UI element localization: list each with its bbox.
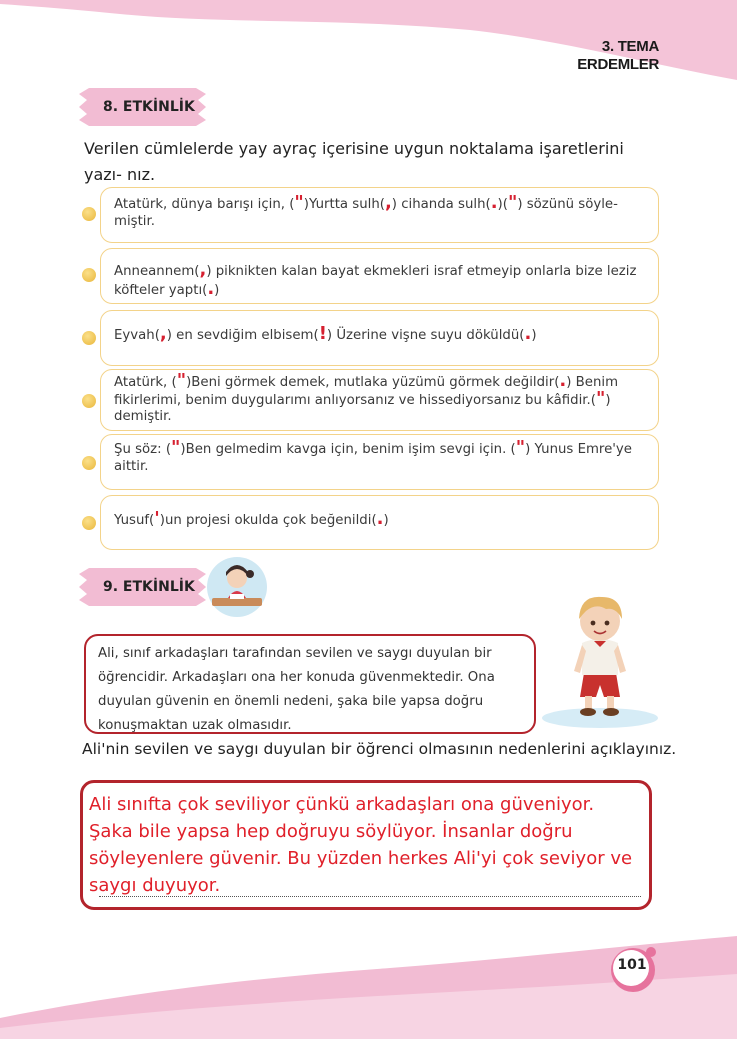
theme-header [577, 38, 659, 74]
zigzag-left-icon [79, 568, 89, 606]
text: ) piknikten kalan bayat ekmekleri israf etmeyip onlarla bize leziz köfteler yaptı( [114, 264, 637, 298]
text: Şu söz: ( [114, 442, 172, 457]
writing-line [99, 896, 641, 897]
answer-text: Ali sınıfta çok seviliyor çünkü arkadaşları ona güveniyor. Şaka bile yapsa hep doğruyu söylüyor. İnsanlar doğru söyleyenlere güvenir. Bu yüzden herkes Ali'yi çok seviyor ve saygı duyuyor. [89, 794, 633, 896]
text: ) cihanda sulh( [391, 197, 491, 212]
answer-mark: . [559, 370, 567, 391]
text: )Beni görmek demek, mutlaka yüzümü görmek değildir( [186, 375, 560, 390]
theme-number: 3. TEMA [601, 38, 659, 55]
text: Yusuf( [114, 513, 155, 528]
text: ) en sevdiğim elbisem( [166, 328, 319, 343]
text: ) [214, 283, 220, 298]
text: Atatürk, ( [114, 375, 177, 390]
answer-mark: " [595, 388, 606, 409]
answer-mark: " [507, 192, 518, 213]
bullet-dot [82, 268, 96, 282]
answer-mark: " [515, 437, 526, 458]
answer-mark: " [176, 370, 187, 391]
sentence-box-3 [100, 310, 659, 366]
text: )Yurtta sulh( [303, 197, 385, 212]
story-box [84, 634, 536, 734]
answer-box [80, 780, 652, 910]
bullet-dot [82, 331, 96, 345]
text: ) Yunus Emre'ye aittir. [114, 442, 632, 474]
girl-studying-illustration [206, 556, 268, 618]
answer-mark: " [294, 192, 304, 213]
text: Eyvah( [114, 328, 160, 343]
text: ) Üzerine vişne suyu döküldü( [326, 328, 525, 343]
activity9-tag [86, 568, 196, 606]
text: )un projesi okulda çok beğenildi( [159, 513, 377, 528]
bullet-dot [82, 394, 96, 408]
answer-mark: . [490, 192, 498, 213]
sentence-box-5 [100, 434, 659, 490]
boy-illustration [536, 585, 666, 730]
story-text: Ali, sınıf arkadaşları tarafından sevilen ve saygı duyulan bir öğrencidir. Arkadaşları ona her konuda güvenmektedir. Ona duyulan güvenin en önemli nedeni, şaka bile yapsa doğru konuşmaktan uzak olmasıdır. [98, 646, 495, 733]
answer-mark: " [171, 437, 181, 458]
text: ) [531, 328, 537, 343]
text: ) sözünü söyle- miştir. [114, 197, 618, 229]
bullet-dot [82, 516, 96, 530]
text: Atatürk, dünya barışı için, ( [114, 197, 295, 212]
answer-mark: . [376, 508, 384, 529]
activity9-question: Ali'nin sevilen ve saygı duyulan bir öğrenci olmasının nedenlerini açıklayınız. [82, 740, 677, 758]
text: ) Benim fikirlerimi, benim duygularımı anlıyorsanız ve hissediyorsanız bu kâfidir.( [114, 375, 619, 408]
sentence-box-6 [100, 495, 659, 550]
sentence-box-4 [100, 369, 659, 431]
text: ) [383, 513, 389, 528]
zigzag-right-icon [196, 88, 206, 126]
answer-mark: , [384, 192, 392, 213]
page-number: 101 [617, 957, 647, 973]
sentence-box-2 [100, 248, 659, 304]
answer-mark: . [524, 323, 532, 344]
text: ) demiştir. [114, 393, 611, 424]
text: )Ben gelmedim kavga için, benim işim sevgi için. ( [180, 442, 516, 457]
answer-mark: , [199, 259, 207, 280]
bullet-dot [82, 456, 96, 470]
zigzag-right-icon [196, 568, 206, 606]
theme-name: ERDEMLER [577, 56, 659, 73]
answer-mark: ' [154, 508, 160, 529]
activity8-tag [86, 88, 196, 126]
activity9-tag-label: 9. ETKİNLİK [103, 579, 195, 595]
text: Anneannem( [114, 264, 200, 279]
answer-mark: . [207, 278, 215, 299]
zigzag-left-icon [79, 88, 89, 126]
bullet-dot [82, 207, 96, 221]
sentence-box-1 [100, 187, 659, 243]
answer-mark: , [159, 323, 167, 344]
answer-mark: ! [318, 323, 327, 344]
text: )( [497, 197, 508, 212]
activity8-tag-label: 8. ETKİNLİK [103, 99, 195, 115]
activity8-instruction: Verilen cümlelerde yay ayraç içerisine uygun noktalama işaretlerini yazı- nız. [84, 139, 624, 184]
